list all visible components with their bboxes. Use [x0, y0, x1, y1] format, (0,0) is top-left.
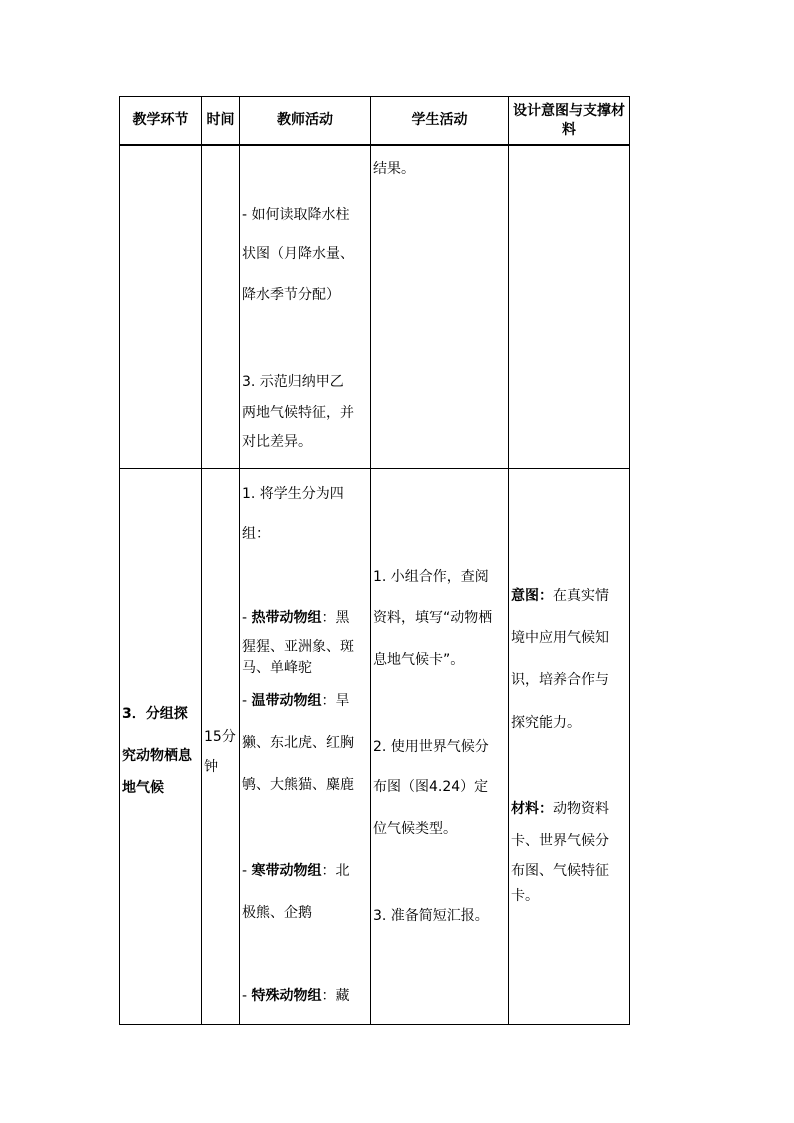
- row2-teacher-group3-line2: 极熊、企鹅: [242, 904, 312, 921]
- table-row: [120, 468, 630, 1024]
- row2-student-line7: 3. 准备简短汇报。: [373, 907, 489, 924]
- group4-label: 特殊动物组: [251, 987, 322, 1004]
- table-header-row: [120, 97, 630, 146]
- row2-student-line6: 位气候类型。: [373, 820, 457, 837]
- header-student-activity: 学生活动: [371, 97, 509, 146]
- design-intent-line1: [511, 585, 627, 607]
- row1-teacher-line1: - 如何读取降水柱: [242, 207, 350, 223]
- row1-time-cell: [202, 145, 240, 468]
- table-row: [120, 145, 630, 468]
- header-time: 时间: [202, 97, 240, 146]
- material-text-1: 动物资料: [553, 800, 609, 817]
- row2-student-line5: 布图（图4.24）定: [373, 778, 489, 795]
- row2-teacher-group1-line2: 猩猩、亚洲象、斑: [242, 638, 354, 655]
- row2-time-line1: 15分: [204, 728, 236, 745]
- group1-label: 热带动物组: [251, 609, 322, 626]
- row2-teacher-line1: 1. 将学生分为四: [242, 485, 344, 502]
- row1-stage-cell: [120, 145, 202, 468]
- group3-rest: ：北: [321, 862, 350, 879]
- row2-student-line4: 2. 使用世界气候分: [373, 738, 489, 755]
- design-material-line3: 布图、气候特征: [511, 862, 609, 879]
- row2-teacher-line2: 组：: [242, 525, 270, 542]
- row2-design-cell: [509, 468, 630, 1024]
- design-material-line1: [511, 798, 627, 820]
- row2-time-cell: [202, 468, 240, 1024]
- header-design-intent: 设计意图与支撑材料: [509, 97, 630, 146]
- intent-text-1: 在真实情: [553, 587, 609, 604]
- design-intent-line2: 境中应用气候知: [511, 629, 609, 646]
- row2-teacher-group2-line2: 獭、东北虎、红胸: [242, 734, 354, 751]
- row1-teacher-line3: 降水季节分配）: [242, 287, 340, 303]
- row2-teacher-cell: [240, 468, 371, 1024]
- row2-student-line1: 1. 小组合作，查阅: [373, 568, 489, 585]
- lesson-plan-table: [119, 96, 630, 1025]
- header-stage: 教学环节: [120, 97, 202, 146]
- group3-label: 寒带动物组: [251, 862, 322, 879]
- group2-rest: ：旱: [321, 692, 350, 709]
- row2-stage-line1: 3．分组探: [122, 705, 188, 722]
- row2-student-line3: 息地气候卡”。: [373, 651, 465, 668]
- row2-teacher-group2: - 温带动物组：旱: [242, 692, 350, 709]
- row1-teacher-cell: [240, 145, 371, 468]
- row1-teacher-line2: 状图（月降水量、: [242, 246, 354, 262]
- material-label: 材料：: [511, 800, 553, 817]
- design-intent-line4: 探究能力。: [511, 714, 581, 731]
- row2-teacher-group2-line3: 鸲、大熊猫、麋鹿: [242, 776, 354, 793]
- group1-rest: ：黑: [321, 609, 350, 626]
- row2-stage-cell: [120, 468, 202, 1024]
- row2-teacher-group1: - 热带动物组：黑: [242, 609, 350, 626]
- header-teacher-activity: 教师活动: [240, 97, 371, 146]
- design-intent-line3: 识，培养合作与: [511, 671, 609, 688]
- row2-stage-line2: 究动物栖息: [122, 747, 192, 764]
- row2-teacher-group4: - 特殊动物组：藏: [242, 987, 350, 1004]
- row1-teacher-line4: 3. 示范归纳甲乙: [242, 374, 344, 390]
- intent-label: 意图：: [511, 587, 553, 604]
- row2-teacher-group1-line3: 马、单峰驼: [242, 659, 312, 676]
- row2-time-line2: 钟: [204, 758, 218, 775]
- row2-teacher-group3: - 寒带动物组：北: [242, 862, 350, 879]
- row2-stage-line3: 地气候: [122, 779, 164, 796]
- row1-student-cell: [371, 145, 509, 468]
- group2-label: 温带动物组: [251, 692, 322, 709]
- row1-teacher-line5: 两地气候特征，并: [242, 405, 354, 421]
- design-material-line2: 卡、世界气候分: [511, 832, 609, 849]
- row2-student-cell: [371, 468, 509, 1024]
- row1-teacher-line6: 对比差异。: [242, 434, 312, 450]
- group4-rest: ：藏: [321, 987, 350, 1004]
- row1-design-cell: [509, 145, 630, 468]
- row1-student-line1: 结果。: [373, 161, 415, 177]
- row2-student-line2: 资料，填写“动物栖: [373, 609, 493, 626]
- design-material-line4: 卡。: [511, 887, 539, 904]
